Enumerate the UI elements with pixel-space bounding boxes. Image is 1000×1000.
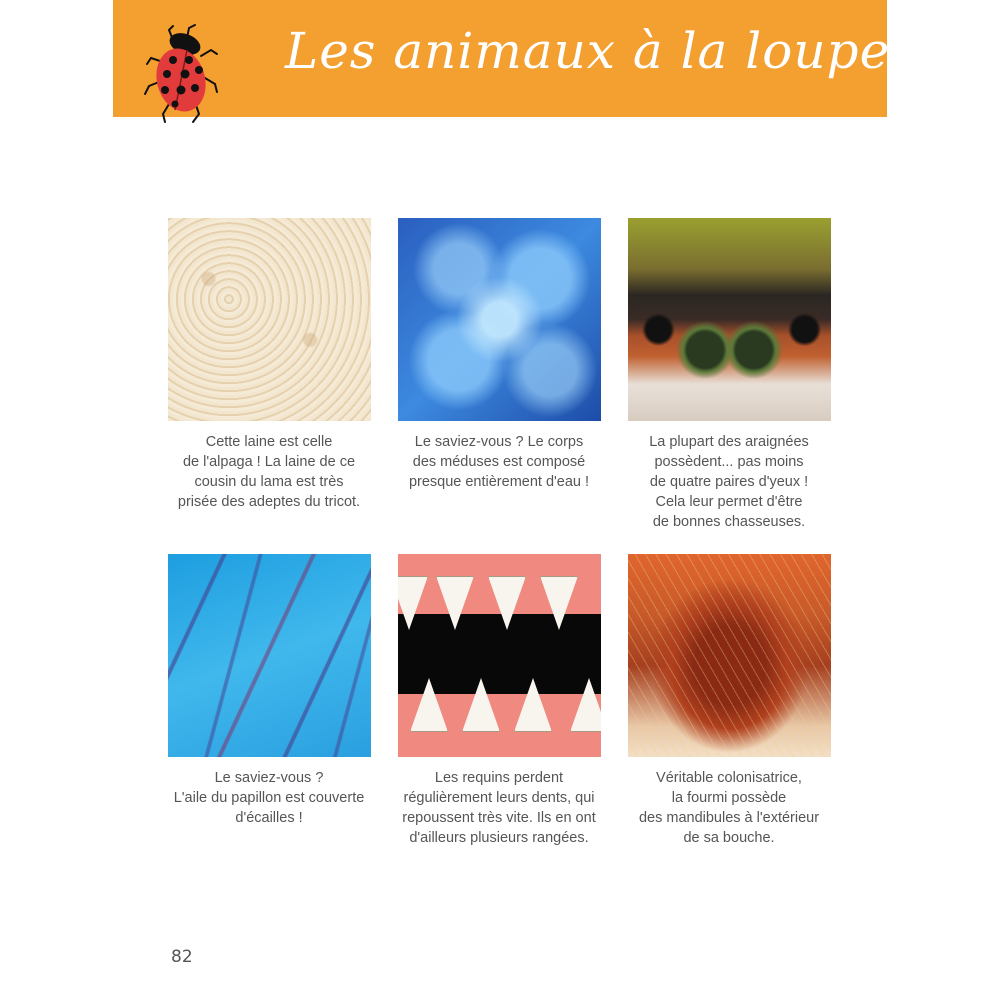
caption-line: presque entièrement d'eau ! — [408, 474, 590, 490]
caption-line: possèdent... pas moins — [654, 454, 804, 470]
caption-spider — [614, 432, 844, 532]
caption-ant — [614, 768, 844, 848]
caption-jellyfish — [384, 432, 614, 492]
caption-line: L'aile du papillon est couverte — [173, 790, 365, 806]
caption-line: d'ailleurs plusieurs rangées. — [409, 830, 589, 846]
caption-butterfly — [154, 768, 384, 828]
shark-teeth-image — [398, 554, 601, 757]
caption-line: prisée des adeptes du tricot. — [177, 494, 361, 510]
page-header — [113, 0, 891, 117]
caption-line: Cette laine est celle — [205, 434, 333, 450]
caption-line: de l'alpaga ! La laine de ce — [182, 454, 356, 470]
page-title: Les animaux à la loupe — [285, 22, 891, 80]
caption-line: régulièrement leurs dents, qui — [403, 790, 595, 806]
ant-mandibles-image — [628, 554, 831, 757]
caption-alpaca — [154, 432, 384, 512]
caption-line: Cela leur permet d'être — [655, 494, 803, 510]
caption-shark — [384, 768, 614, 848]
page-number: 82 — [171, 947, 193, 967]
alpaca-wool-image — [168, 218, 371, 421]
caption-line: de quatre paires d'yeux ! — [649, 474, 809, 490]
caption-line: La plupart des araignées — [649, 434, 809, 450]
butterfly-wing-image — [168, 554, 371, 757]
caption-line: cousin du lama est très — [194, 474, 344, 490]
spider-eyes-image — [628, 218, 831, 421]
caption-line: d'écailles ! — [235, 810, 303, 826]
ladybug-icon — [143, 22, 223, 126]
caption-line: Véritable colonisatrice, — [656, 770, 802, 786]
caption-line: de bonnes chasseuses. — [652, 514, 806, 530]
caption-line: des méduses est composé — [412, 454, 586, 470]
caption-line: Les requins perdent — [434, 770, 564, 786]
caption-line: la fourmi possède — [671, 790, 787, 806]
caption-line: de sa bouche. — [683, 830, 775, 846]
jellyfish-image — [398, 218, 601, 421]
caption-line: repoussent très vite. Ils en ont — [402, 810, 596, 826]
caption-line: Le saviez-vous ? — [214, 770, 324, 786]
caption-line: des mandibules à l'extérieur — [638, 810, 820, 826]
caption-line: Le saviez-vous ? Le corps — [414, 434, 584, 450]
